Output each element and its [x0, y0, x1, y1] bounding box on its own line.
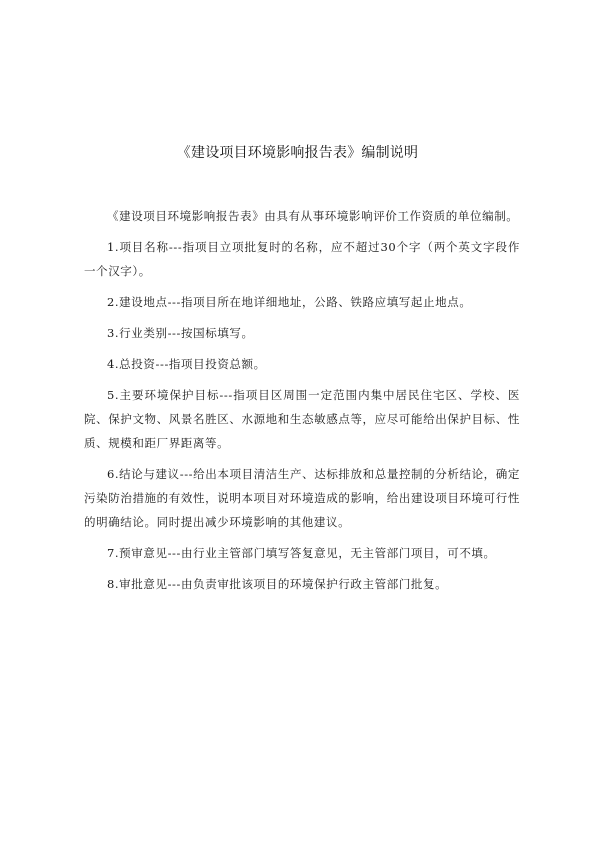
item-protection-targets: 5.主要环境保护目标---指项目区周围一定范围内集中居民住宅区、学校、医院、保护文物、风景名胜区、水源地和生态敏感点等，应尽可能给出保护目标、性质、规模和距厂界距离等。	[84, 388, 520, 450]
item-total-investment: 4.总投资---指项目投资总额。	[107, 357, 266, 371]
intro-paragraph: 《建设项目环境影响报告表》由具有从事环境影响评价工作资质的单位编制。	[107, 209, 519, 223]
document-body	[84, 204, 520, 603]
item-industry-category: 3.行业类别---按国标填写。	[107, 326, 254, 340]
item-pre-review-opinion: 7.预审意见---由行业主管部门填写答复意见，无主管部门项目，可不填。	[107, 546, 496, 560]
item-construction-site: 2.建设地点---指项目所在地详细地址，公路、铁路应填写起止地点。	[107, 295, 472, 309]
document-title: 《建设项目环境影响报告表》编制说明	[176, 145, 419, 161]
item-conclusions: 6.结论与建议---给出本项目清洁生产、达标排放和总量控制的分析结论，确定污染防治措施的有效性，说明本项目对环境造成的影响，给出建设项目环境可行性的明确结论。同时提出减少环境影响的其他建议。	[84, 467, 520, 529]
item-approval-opinion: 8.审批意见---由负责审批该项目的环境保护行政主管部门批复。	[107, 577, 448, 591]
item-project-name: 1.项目名称---指项目立项批复时的名称，应不超过30个字（两个英文字段作一个汉字）。	[84, 240, 520, 278]
